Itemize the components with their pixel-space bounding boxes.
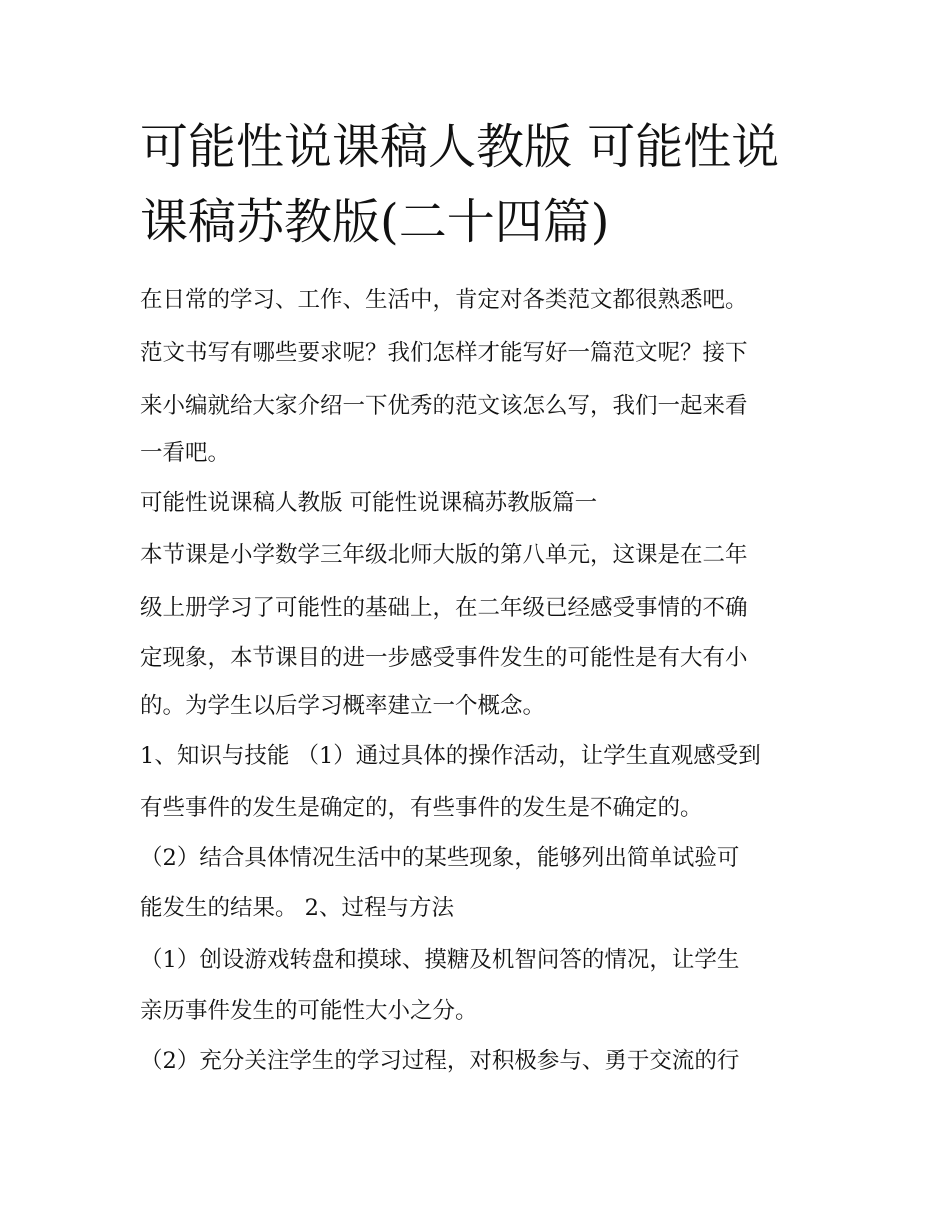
paragraph-line: （1）创设游戏转盘和摸球、摸糖及机智问答的情况，让学生 [140, 947, 740, 973]
document-title [140, 110, 840, 260]
paragraph-line: 1、知识与技能 （1）通过具体的操作活动，让学生直观感受到 [140, 743, 761, 769]
paragraph-line: 范文书写有哪些要求呢？我们怎样才能写好一篇范文呢？接下 [140, 340, 748, 366]
paragraph-line: 一看吧。 [140, 440, 231, 466]
section-heading: 可能性说课稿人教版 可能性说课稿苏教版篇一 [140, 490, 598, 516]
paragraph-line: 在日常的学习、工作、生活中，肯定对各类范文都很熟悉吧。 [140, 287, 748, 313]
paragraph-line: 的。为学生以后学习概率建立一个概念。 [140, 693, 546, 719]
paragraph-line: （2）充分关注学生的学习过程，对积极参与、勇于交流的行 [140, 1048, 740, 1074]
paragraph-line: 有些事件的发生是确定的，有些事件的发生是不确定的。 [140, 795, 703, 821]
title-line-1: 可能性说课稿人教版 可能性说 [140, 119, 780, 175]
paragraph-line: 来小编就给大家介绍一下优秀的范文该怎么写，我们一起来看 [140, 393, 748, 419]
title-line-2: 课稿苏教版(二十四篇) [140, 194, 610, 250]
paragraph-line: 本节课是小学数学三年级北师大版的第八单元，这课是在二年 [140, 542, 748, 568]
paragraph-line: 定现象，本节课目的进一步感受事件发生的可能性是有大有小 [140, 645, 748, 671]
paragraph-line: 亲历事件发生的可能性大小之分。 [140, 998, 478, 1024]
paragraph-line: 能发生的结果。 2、过程与方法 [140, 895, 454, 921]
paragraph-line: （2）结合具体情况生活中的某些现象，能够列出简单试验可 [140, 845, 740, 871]
paragraph-line: 级上册学习了可能性的基础上，在二年级已经感受事情的不确 [140, 595, 748, 621]
